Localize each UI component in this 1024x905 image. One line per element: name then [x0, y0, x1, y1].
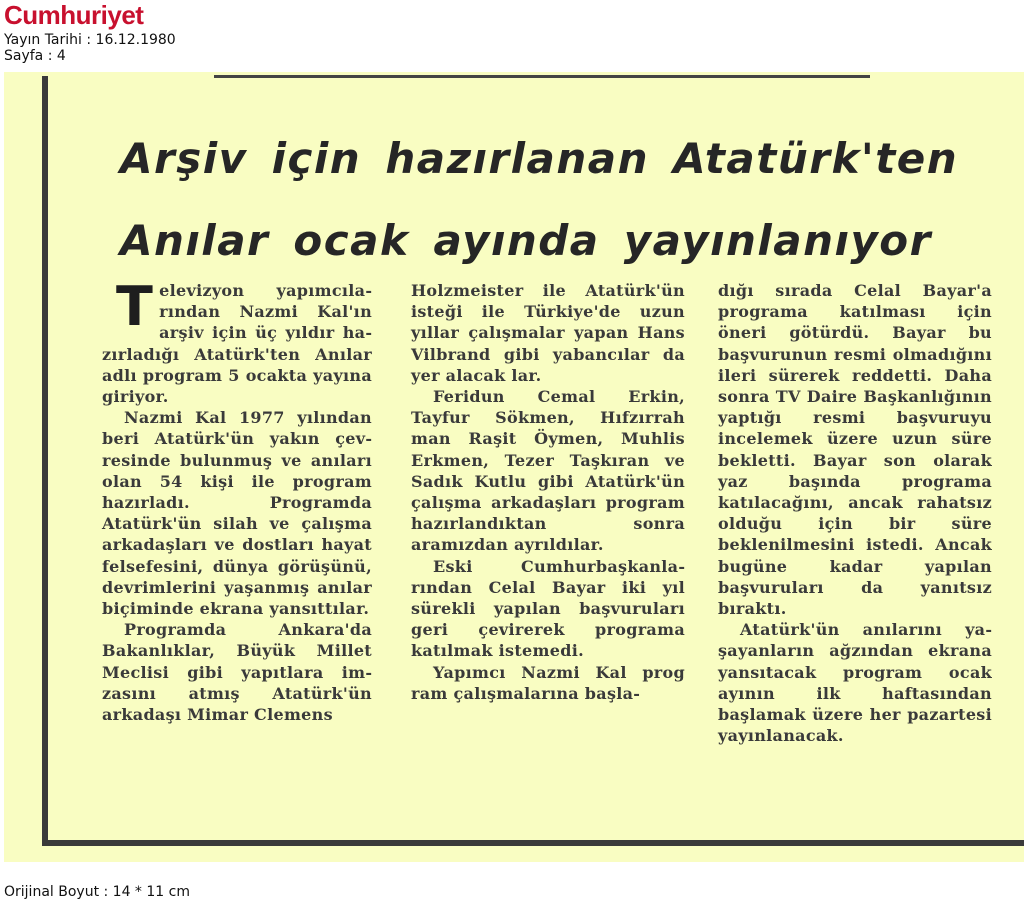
paragraph: Holzmeister ile Atatürk'ün isteği ile Türkiye'de uzun yıllar çalışmalar yapan Hans Vilbrand gibi yabancılar da yer alacak lar.	[411, 281, 685, 385]
page-number: Sayfa : 4	[4, 48, 66, 64]
paragraph: Yapımcı Nazmi Kal prog ram çalışmalarına başla-	[411, 662, 685, 703]
bottom-rule	[44, 840, 1024, 846]
paragraph: Programda Ankara'da Bakanlıklar, Büyük Millet Meclisi gibi yapıtlara imzasını atmış Atatürk'ün arkadaşı Mimar Clemens	[102, 620, 372, 725]
paragraph: Televizyon yapımcılarından Nazmi Kal'ın arşiv için üç yıldır hazırladığı Atatürk'ten Anılar adlı program 5 ocakta yayına giriyor.	[102, 275, 372, 407]
left-rule	[42, 76, 48, 846]
newspaper-logo: Cumhuriyet	[4, 0, 144, 30]
paragraph: dığı sırada Celal Bayar'a programa katılması için öneri götürdü. Bayar bu başvurunun resmi olmadığını ileri sürerek reddetti. Daha sonra TV Daire Başkanlığının yaptığı resmi başvuruyu incelemek üzere uzun süre bekletti. Bayar son olarak yaz başında programa katılacağını, ancak rahatsız olduğu için bir süre beklenilmesini istedi. Ancak bugüne kadar yapılan başvuruları da yanıtsız bıraktı.	[718, 281, 992, 619]
publish-date: Yayın Tarihi : 16.12.1980	[4, 32, 176, 48]
paragraph: Nazmi Kal 1977 yılından beri Atatürk'ün yakın çevresinde bulunmuş ve anıları olan 54 kişi ile program hazırladı. Programda Atatürk'ün silah ve çalışma arkadaşları ve dostları hayat felsefesini, dünya görüşünü, devrimlerini yaşanmış anılar biçiminde ekrana yansıttılar.	[102, 408, 372, 619]
paragraph: Atatürk'ün anılarını yaşayanların ağzından ekrana yansıtacak program ocak ayının ilk haftasından başlamak üzere her pazartesi yayınlanacak.	[718, 620, 992, 746]
article-column-2	[411, 280, 685, 704]
top-rule	[214, 75, 870, 78]
article-column-1	[102, 275, 372, 725]
paragraph: Eski Cumhurbaşkanlarından Celal Bayar iki yıl sürekli yapılan başvuruları geri çevirerek programa katılmak istemedi.	[411, 556, 685, 661]
headline-line-2: Anılar ocak ayında yayınlanıyor	[120, 216, 932, 265]
article-headline	[120, 118, 1000, 282]
article-column-3	[718, 280, 992, 746]
original-size: Orijinal Boyut : 14 * 11 cm	[4, 884, 190, 900]
headline-line-1: Arşiv için hazırlanan Atatürk'ten	[120, 134, 959, 183]
drop-cap: T	[116, 275, 154, 338]
newspaper-clipping	[4, 72, 1024, 862]
paragraph: Feridun Cemal Erkin, Tayfur Sökmen, Hıfzırrah man Raşit Öymen, Muhlis Erkmen, Tezer Taşkıran ve Sadık Kutlu gibi Atatürk'ün çalışma arkadaşları program hazırlandıktan sonra aramızdan ayrıldılar.	[411, 387, 685, 555]
